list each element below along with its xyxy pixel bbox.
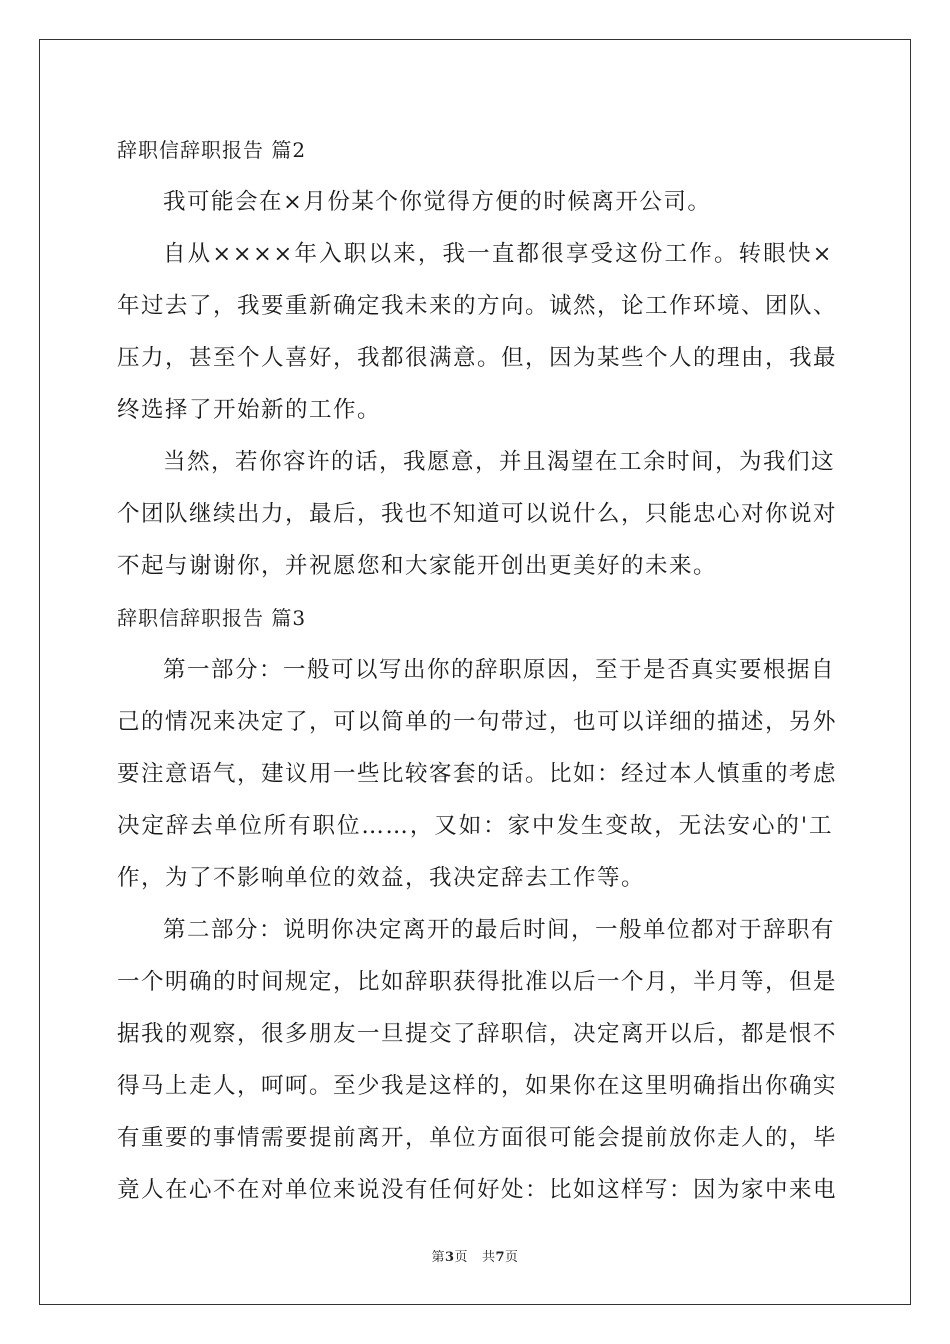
footer-total-suffix: 页 — [505, 1250, 519, 1265]
page-footer — [0, 1246, 950, 1265]
text-line: 据我的观察，很多朋友一旦提交了辞职信，决定离开以后，都是恨不 — [117, 1021, 838, 1047]
section-heading: 辞职信辞职报告 篇3 — [117, 606, 307, 630]
footer-total-prefix: 共 — [481, 1250, 496, 1265]
footer-page-suffix: 页 — [454, 1250, 469, 1265]
text-line: 得马上走人，呵呵。至少我是这样的，如果你在这里明确指出你确实 — [117, 1073, 838, 1099]
text-line: 有重要的事情需要提前离开，单位方面很可能会提前放你走人的，毕 — [117, 1125, 838, 1151]
text-line: 终选择了开始新的工作。 — [117, 397, 382, 423]
text-line: 竟人在心不在对单位来说没有任何好处：比如这样写：因为家中来电 — [117, 1177, 838, 1203]
text-line: 作，为了不影响单位的效益，我决定辞去工作等。 — [117, 865, 646, 891]
text-line: 决定辞去单位所有职位……，又如：家中发生变故，无法安心的'工 — [117, 813, 833, 839]
current-page-number: 3 — [444, 1250, 455, 1265]
document-body — [117, 124, 838, 1216]
text-line: 己的情况来决定了，可以简单的一句带过，也可以详细的描述，另外 — [117, 709, 838, 735]
section-heading: 辞职信辞职报告 篇2 — [117, 138, 307, 162]
text-line: 个团队继续出力，最后，我也不知道可以说什么，只能忠心对你说对 — [117, 501, 838, 527]
total-page-count: 7 — [495, 1250, 506, 1265]
text-line: 第一部分：一般可以写出你的辞职原因，至于是否真实要根据自 — [163, 657, 836, 683]
text-line: 压力，甚至个人喜好，我都很满意。但，因为某些个人的理由，我最 — [117, 345, 838, 371]
paragraph — [117, 176, 833, 228]
paragraph — [117, 228, 838, 436]
text-line: 自从××××年入职以来，我一直都很享受这份工作。转眼快× — [163, 241, 833, 267]
paragraph — [117, 436, 838, 592]
text-line: 第二部分：说明你决定离开的最后时间，一般单位都对于辞职有 — [163, 917, 836, 943]
text-line: 不起与谢谢你，并祝愿您和大家能开创出更美好的未来。 — [117, 553, 718, 579]
text-line: 我可能会在×月份某个你觉得方便的时候离开公司。 — [163, 189, 712, 215]
paragraph — [117, 904, 838, 1216]
text-line: 要注意语气，建议用一些比较客套的话。比如：经过本人慎重的考虑 — [117, 761, 838, 787]
text-line: 年过去了，我要重新确定我未来的方向。诚然，论工作环境、团队、 — [117, 293, 838, 319]
footer-prefix: 第 — [431, 1250, 445, 1265]
paragraph — [117, 644, 838, 904]
text-line: 一个明确的时间规定，比如辞职获得批准以后一个月，半月等，但是 — [117, 969, 838, 995]
text-line: 当然，若你容许的话，我愿意，并且渴望在工余时间，为我们这 — [163, 449, 836, 475]
